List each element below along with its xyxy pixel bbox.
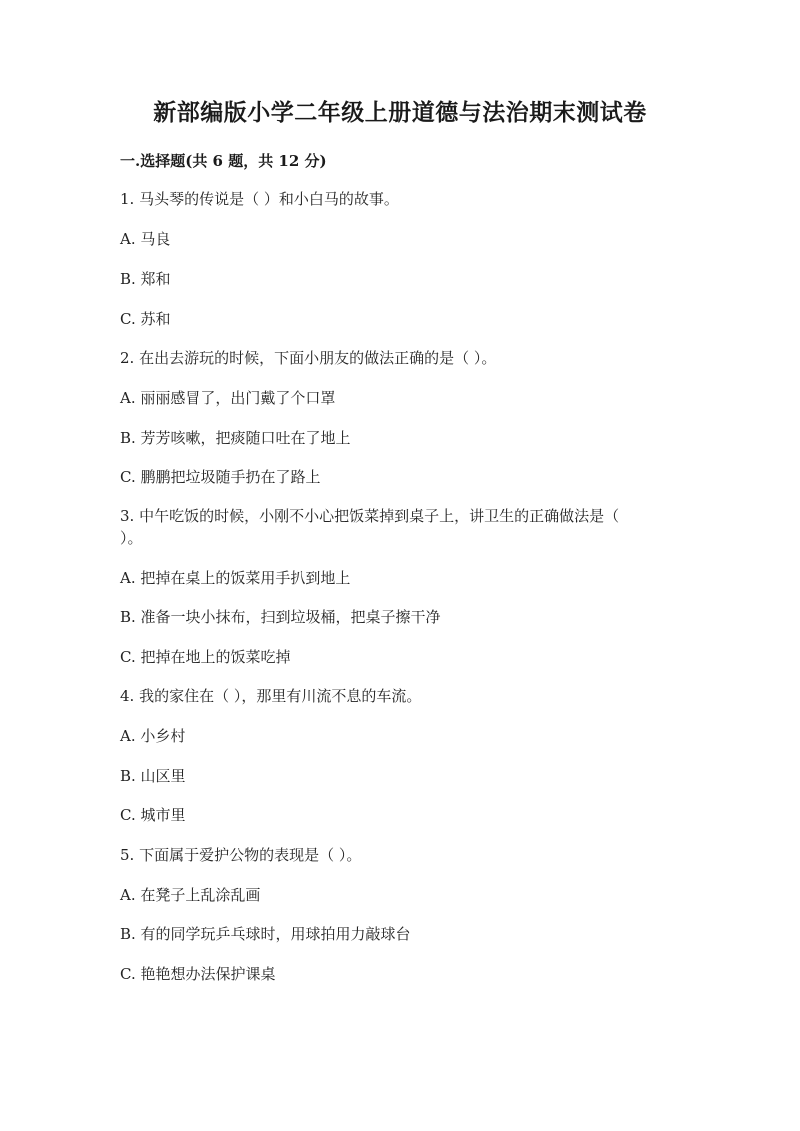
- page-title: 新部编版小学二年级上册道德与法治期末测试卷: [153, 99, 647, 126]
- question-3-option-a: A. 把掉在桌上的饭菜用手扒到地上: [120, 569, 351, 587]
- question-3-stem: 3. 中午吃饭的时候，小刚不小心把饭菜掉到桌子上，讲卫生的正确做法是（ ）。: [120, 507, 620, 547]
- question-1-stem: 1. 马头琴的传说是（ ）和小白马的故事。: [120, 190, 399, 208]
- question-1-option-a: A. 马良: [120, 230, 171, 248]
- question-4-option-c: C. 城市里: [120, 806, 186, 824]
- question-2-stem: 2. 在出去游玩的时候，下面小朋友的做法正确的是（ ）。: [120, 349, 497, 367]
- question-3-option-c: C. 把掉在地上的饭菜吃掉: [120, 648, 291, 666]
- question-1-option-c: C. 苏和: [120, 310, 171, 328]
- question-2-option-c: C. 鹏鹏把垃圾随手扔在了路上: [120, 468, 321, 486]
- question-4-option-a: A. 小乡村: [120, 727, 186, 745]
- question-4-stem: 4. 我的家住在（ ），那里有川流不息的车流。: [120, 687, 422, 705]
- question-1-option-b: B. 郑和: [120, 270, 171, 288]
- question-2-option-b: B. 芳芳咳嗽，把痰随口吐在了地上: [120, 429, 351, 447]
- question-5-option-a: A. 在凳子上乱涂乱画: [120, 886, 261, 904]
- question-4-option-b: B. 山区里: [120, 767, 186, 785]
- question-5-option-b: B. 有的同学玩乒乓球时，用球拍用力敲球台: [120, 925, 411, 943]
- question-5-stem: 5. 下面属于爱护公物的表现是（ ）。: [120, 846, 362, 864]
- question-3-option-b: B. 准备一块小抹布，扫到垃圾桶，把桌子擦干净: [120, 608, 441, 626]
- question-5-option-c: C. 艳艳想办法保护课桌: [120, 965, 276, 983]
- section-heading: 一.选择题(共 6 题，共 12 分): [120, 152, 327, 170]
- question-2-option-a: A. 丽丽感冒了，出门戴了个口罩: [120, 389, 336, 407]
